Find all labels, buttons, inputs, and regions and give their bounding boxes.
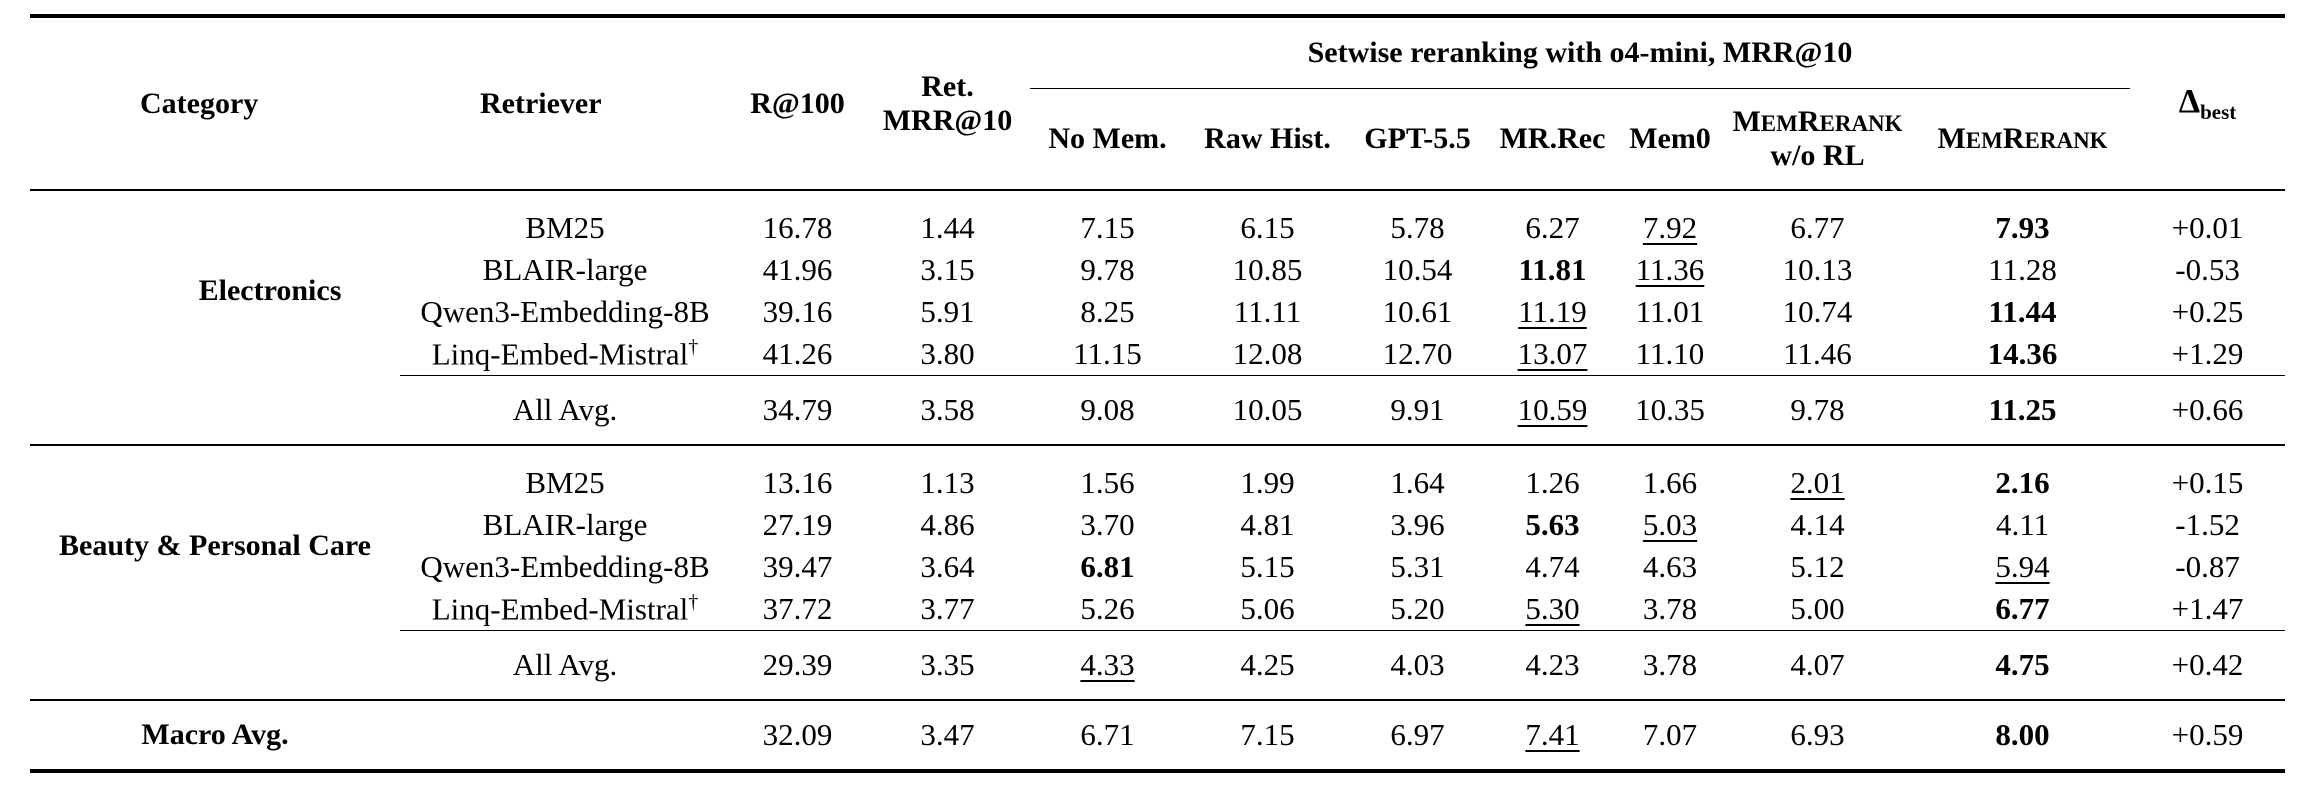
cell-value-best: 7.93: [1995, 210, 2050, 245]
cell-value-best: 4.75: [1995, 647, 2050, 682]
retriever-cell: BM25: [525, 210, 605, 245]
cell-raw-hist: 4.81: [1240, 507, 1295, 542]
cell-no-mem: 1.56: [1080, 465, 1135, 500]
cell-memrerank-norl: 10.74: [1782, 294, 1853, 329]
cell-value-second-best: 7.92: [1642, 210, 1698, 245]
header-setwise-span: Setwise reranking with o4-mini, MRR@10: [1030, 16, 2130, 89]
cell-memrerank: 11.28: [1988, 252, 2057, 287]
cell-gpt55: 3.96: [1390, 507, 1445, 542]
cell-r100: 32.09: [730, 700, 865, 771]
cell-memrerank-norl: 5.12: [1790, 549, 1845, 584]
header-category: Category: [30, 16, 400, 190]
cell-memrerank-norl: 4.07: [1720, 631, 1915, 701]
cell-value-best: 11.25: [1988, 392, 2057, 427]
cell-r100: 39.16: [762, 294, 833, 329]
retriever-cell: [400, 333, 730, 376]
header-retriever: Retriever: [400, 16, 730, 190]
cell-memrerank: [1915, 462, 2130, 504]
group-average-row: [30, 631, 2285, 701]
cell-mrrec: [1485, 376, 1620, 446]
cell-value-second-best: 10.59: [1517, 392, 1588, 427]
cell-no-mem: 6.71: [1030, 700, 1185, 771]
results-table: [30, 14, 2285, 773]
cell-mrrec: [1485, 291, 1620, 333]
cell-raw-hist: 10.05: [1185, 376, 1350, 446]
avg-label: All Avg.: [400, 631, 730, 701]
header-method-memrerank: MEMRERANK: [1937, 122, 2108, 155]
header-method-memrerank-norl: [1720, 89, 1915, 191]
retriever-cell: BM25: [525, 465, 605, 500]
cell-no-mem: 11.15: [1073, 336, 1142, 371]
cell-ret-mrr: 5.91: [920, 294, 975, 329]
cell-memrerank: [1915, 546, 2130, 588]
cell-ret-mrr: 3.35: [865, 631, 1030, 701]
cell-raw-hist: 12.08: [1232, 336, 1303, 371]
cell-value-second-best: 5.30: [1525, 591, 1580, 626]
cell-delta: -0.53: [2175, 252, 2240, 287]
cell-value-second-best: 11.19: [1518, 294, 1587, 329]
empty-cell: [30, 376, 400, 446]
cell-value-best: 11.81: [1518, 252, 1587, 287]
cell-delta: +1.29: [2171, 336, 2244, 371]
results-table-container: [30, 0, 2285, 800]
cell-mem0: 1.66: [1642, 465, 1698, 500]
cell-mem0: 3.78: [1642, 591, 1698, 626]
retriever-cell: BLAIR-large: [482, 507, 648, 542]
cell-r100: 16.78: [762, 210, 833, 245]
cell-value-second-best: 2.01: [1790, 465, 1845, 500]
cell-mem0: 3.78: [1620, 631, 1720, 701]
cell-mem0: 7.07: [1620, 700, 1720, 771]
cell-memrerank: [1915, 207, 2130, 249]
cell-mrrec: [1485, 588, 1620, 631]
cell-gpt55: 10.54: [1382, 252, 1453, 287]
cell-gpt55: 10.61: [1382, 294, 1453, 329]
cell-memrerank: [1915, 631, 2130, 701]
cell-memrerank: [1915, 291, 2130, 333]
cell-delta: +0.59: [2130, 700, 2285, 771]
macro-label: Macro Avg.: [30, 700, 400, 771]
cell-value-best: 6.81: [1080, 549, 1135, 584]
header-method-no-mem: No Mem.: [1048, 122, 1167, 155]
cell-raw-hist: 4.25: [1185, 631, 1350, 701]
avg-label: All Avg.: [400, 376, 730, 446]
spacer-row: [30, 190, 2285, 207]
group-average-row: [30, 376, 2285, 446]
cell-raw-hist: 5.15: [1240, 549, 1295, 584]
cell-raw-hist: 11.11: [1233, 294, 1302, 329]
cell-value-second-best: 7.41: [1525, 717, 1580, 752]
cell-no-mem: 9.08: [1030, 376, 1185, 446]
cell-raw-hist: 6.15: [1240, 210, 1295, 245]
cell-memrerank-norl: 5.00: [1790, 591, 1845, 626]
cell-raw-hist: 1.99: [1240, 465, 1295, 500]
cell-mem0: [1620, 207, 1720, 249]
retriever-cell: BLAIR-large: [482, 252, 648, 287]
empty-cell: [400, 700, 730, 771]
retriever-name: Linq-Embed-Mistral: [431, 336, 689, 372]
cell-mrrec: [1485, 249, 1620, 291]
retriever-name: Linq-Embed-Mistral: [431, 591, 689, 627]
cell-mrrec: 4.74: [1525, 549, 1580, 584]
cell-no-mem: [1030, 631, 1185, 701]
cell-mem0: 11.01: [1635, 294, 1705, 329]
cell-delta: +0.66: [2130, 376, 2285, 446]
category-cell-electronics: Electronics: [198, 274, 342, 308]
header-ret-mrr-line2: MRR@10: [882, 103, 1013, 137]
header-ret-mrr: [865, 16, 1030, 190]
dagger-mark: †: [688, 590, 699, 613]
cell-r100: 41.96: [762, 252, 833, 287]
cell-gpt55: 1.64: [1390, 465, 1445, 500]
cell-r100: 13.16: [762, 465, 833, 500]
cell-value-second-best: 4.33: [1080, 647, 1135, 682]
table-row: [30, 207, 2285, 249]
cell-value-best: 8.00: [1995, 717, 2050, 752]
cell-value-best: 11.44: [1988, 294, 2057, 329]
cell-gpt55: 9.91: [1350, 376, 1485, 446]
cell-raw-hist: 5.06: [1240, 591, 1295, 626]
cell-memrerank: 4.11: [1995, 507, 2050, 542]
cell-delta: +0.01: [2171, 210, 2244, 245]
cell-value-second-best: 5.03: [1642, 507, 1698, 542]
category-cell-beauty: Beauty & Personal Care: [59, 529, 371, 563]
dagger-mark: †: [688, 335, 699, 358]
cell-ret-mrr: 3.77: [920, 591, 975, 626]
cell-mem0: 11.10: [1635, 336, 1705, 371]
spacer-row: [30, 445, 2285, 462]
cell-delta: -1.52: [2175, 507, 2240, 542]
cell-raw-hist: 7.15: [1185, 700, 1350, 771]
cell-delta: +0.25: [2171, 294, 2244, 329]
cell-mrrec: 4.23: [1485, 631, 1620, 701]
retriever-cell: Qwen3-Embedding-8B: [420, 549, 710, 584]
cell-gpt55: 5.78: [1390, 210, 1445, 245]
cell-no-mem: 9.78: [1080, 252, 1135, 287]
header-ret-mrr-line1: Ret.: [921, 69, 974, 103]
cell-gpt55: 6.97: [1350, 700, 1485, 771]
cell-value-best: 6.77: [1995, 591, 2050, 626]
header-method-mem0: Mem0: [1629, 122, 1711, 155]
cell-memrerank-norl: 4.14: [1790, 507, 1845, 542]
macro-average-row: [30, 700, 2285, 771]
cell-memrerank-norl: 10.13: [1782, 252, 1853, 287]
cell-no-mem: 3.70: [1080, 507, 1135, 542]
cell-memrerank: [1915, 333, 2130, 376]
cell-ret-mrr: 1.44: [920, 210, 975, 245]
cell-value-second-best: 13.07: [1517, 336, 1588, 371]
cell-ret-mrr: 4.86: [920, 507, 975, 542]
cell-ret-mrr: 3.15: [920, 252, 975, 287]
cell-mrrec: [1485, 333, 1620, 376]
memrerank-norl-suffix: w/o RL: [1770, 139, 1865, 172]
cell-mrrec: [1485, 700, 1620, 771]
cell-memrerank: [1915, 376, 2130, 446]
cell-memrerank: [1915, 588, 2130, 631]
cell-memrerank-norl: 6.77: [1790, 210, 1845, 245]
cell-mrrec: 6.27: [1525, 210, 1580, 245]
cell-value-best: 14.36: [1987, 336, 2058, 371]
retriever-cell: [400, 588, 730, 631]
cell-r100: 37.72: [762, 591, 833, 626]
cell-mrrec: 1.26: [1525, 465, 1580, 500]
cell-memrerank-norl: [1720, 462, 1915, 504]
cell-gpt55: 5.20: [1390, 591, 1445, 626]
cell-delta: +0.42: [2130, 631, 2285, 701]
cell-delta: -0.87: [2175, 549, 2240, 584]
header-row-top: [30, 16, 2285, 89]
header-r100: R@100: [730, 16, 865, 190]
cell-ret-mrr: 3.80: [920, 336, 975, 371]
cell-gpt55: 4.03: [1350, 631, 1485, 701]
cell-memrerank-norl: 9.78: [1720, 376, 1915, 446]
cell-memrerank: [1915, 700, 2130, 771]
cell-no-mem: 8.25: [1080, 294, 1135, 329]
cell-mem0: 10.35: [1620, 376, 1720, 446]
cell-mem0: [1620, 504, 1720, 546]
header-method-raw-hist: Raw Hist.: [1204, 122, 1331, 155]
delta-subscript: best: [2200, 99, 2237, 124]
cell-r100: 27.19: [762, 507, 833, 542]
retriever-cell: Qwen3-Embedding-8B: [420, 294, 710, 329]
cell-ret-mrr: 3.58: [865, 376, 1030, 446]
cell-ret-mrr: 1.13: [920, 465, 975, 500]
cell-ret-mrr: 3.64: [920, 549, 975, 584]
cell-memrerank-norl: 11.46: [1783, 336, 1852, 371]
empty-cell: [30, 631, 400, 701]
cell-value-second-best: 11.36: [1635, 252, 1705, 287]
cell-r100: 29.39: [730, 631, 865, 701]
cell-value-best: 5.63: [1525, 507, 1580, 542]
table-row: [30, 462, 2285, 504]
cell-r100: 34.79: [730, 376, 865, 446]
cell-no-mem: [1030, 546, 1185, 588]
delta-symbol: Δ: [2178, 82, 2201, 120]
cell-value-best: 2.16: [1995, 465, 2050, 500]
cell-delta: +1.47: [2171, 591, 2244, 626]
cell-ret-mrr: 3.47: [865, 700, 1030, 771]
cell-delta: +0.15: [2171, 465, 2244, 500]
cell-mem0: [1620, 249, 1720, 291]
cell-no-mem: 5.26: [1080, 591, 1135, 626]
cell-mem0: 4.63: [1642, 549, 1698, 584]
header-method-mrrec: MR.Rec: [1499, 122, 1606, 155]
header-delta: [2130, 16, 2285, 190]
cell-r100: 41.26: [762, 336, 833, 371]
cell-raw-hist: 10.85: [1232, 252, 1303, 287]
cell-value-second-best: 5.94: [1995, 549, 2050, 584]
memrerank-norl-name: MEMRERANK: [1732, 105, 1903, 138]
cell-gpt55: 5.31: [1390, 549, 1445, 584]
cell-gpt55: 12.70: [1382, 336, 1453, 371]
cell-r100: 39.47: [762, 549, 833, 584]
header-method-gpt55: GPT-5.5: [1364, 122, 1471, 155]
cell-no-mem: 7.15: [1080, 210, 1135, 245]
cell-mrrec: [1485, 504, 1620, 546]
cell-memrerank-norl: 6.93: [1720, 700, 1915, 771]
